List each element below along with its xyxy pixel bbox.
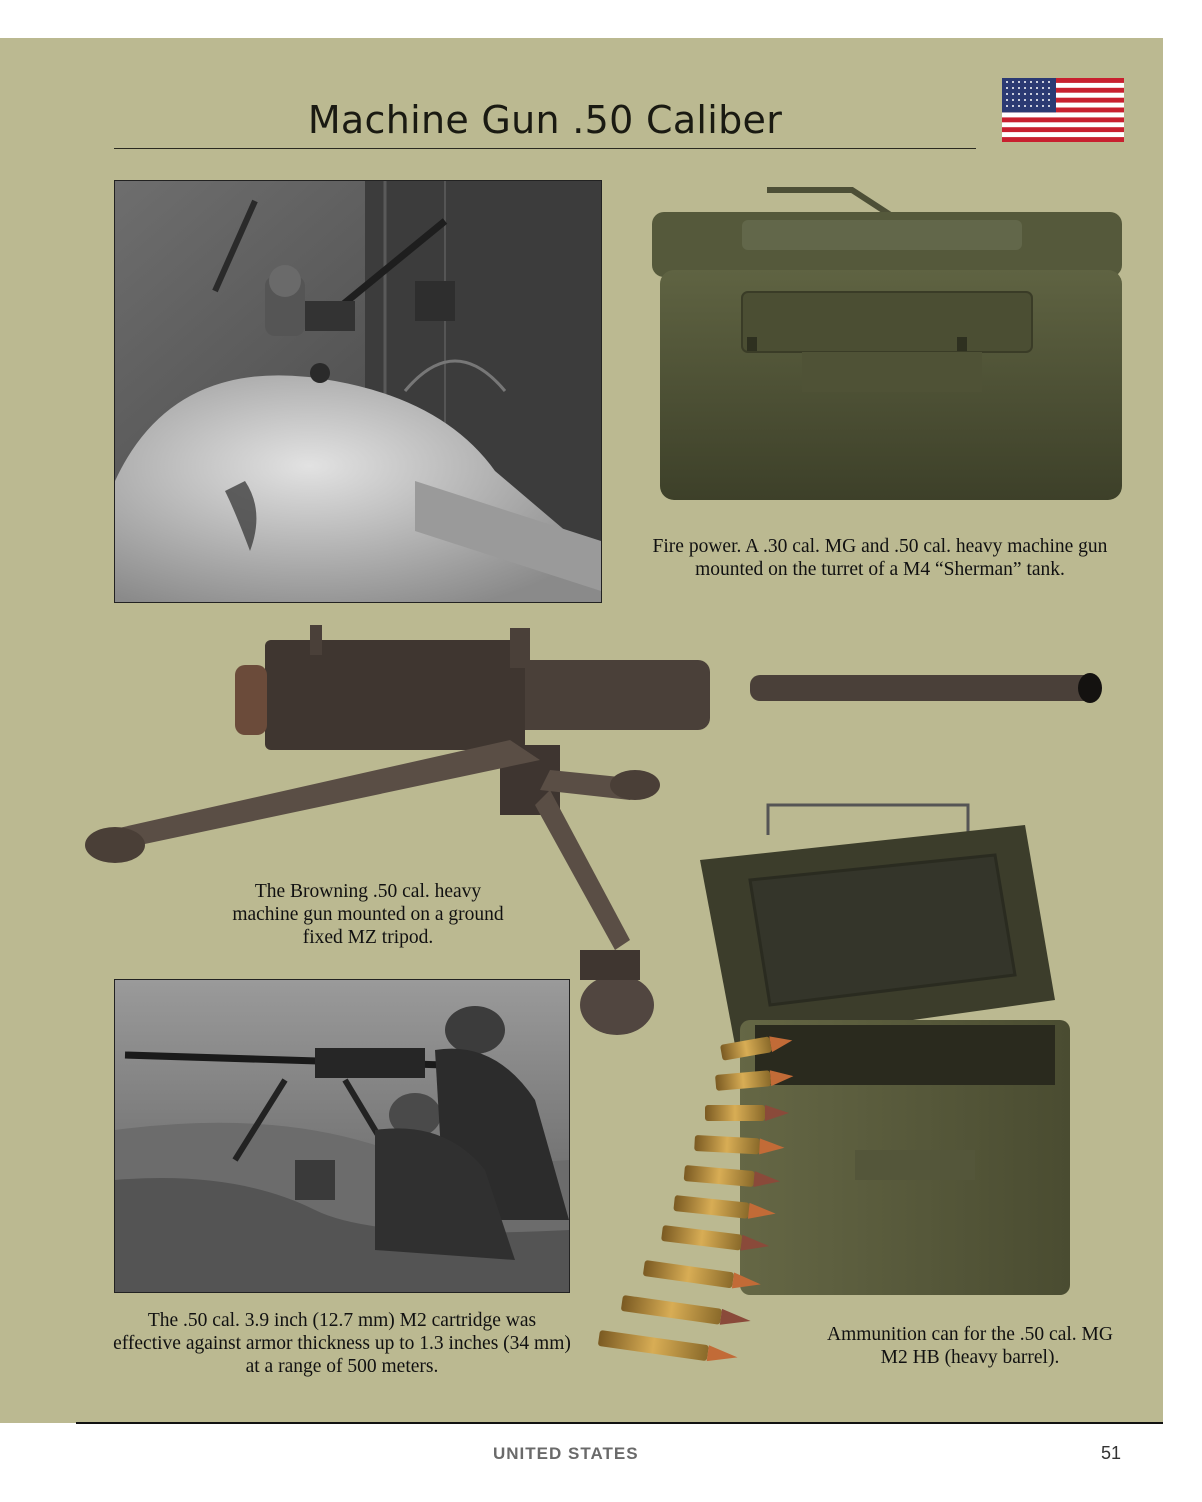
country-label: UNITED STATES — [493, 1444, 639, 1463]
tank-turret-photo — [114, 180, 602, 603]
footer-rule — [76, 1422, 1163, 1424]
soldiers-trench-photo — [114, 979, 570, 1293]
title-rule — [114, 148, 976, 149]
open-ammo-can-image — [595, 800, 1107, 1370]
page-number: 51 — [1101, 1443, 1122, 1463]
page-title: Machine Gun .50 Caliber — [307, 98, 783, 142]
fire-power-caption: Fire power. A .30 cal. MG and .50 cal. heavy machine gun mounted on the turret of a M4 “Sherman” tank. — [652, 536, 1108, 580]
closed-ammo-can-image — [652, 182, 1132, 504]
ammo-can-caption: Ammunition can for the .50 cal. MG M2 HB (heavy barrel). — [827, 1324, 1113, 1368]
cartridge-caption: The .50 cal. 3.9 inch (12.7 mm) M2 cartridge was effective against armor thickness up to 1.3 inches (34 mm) at a range of 500 meters. — [113, 1310, 571, 1377]
us-flag-icon — [1002, 78, 1124, 142]
browning-caption: The Browning .50 cal. heavy machine gun mounted on a ground fixed MZ tripod. — [232, 881, 504, 948]
